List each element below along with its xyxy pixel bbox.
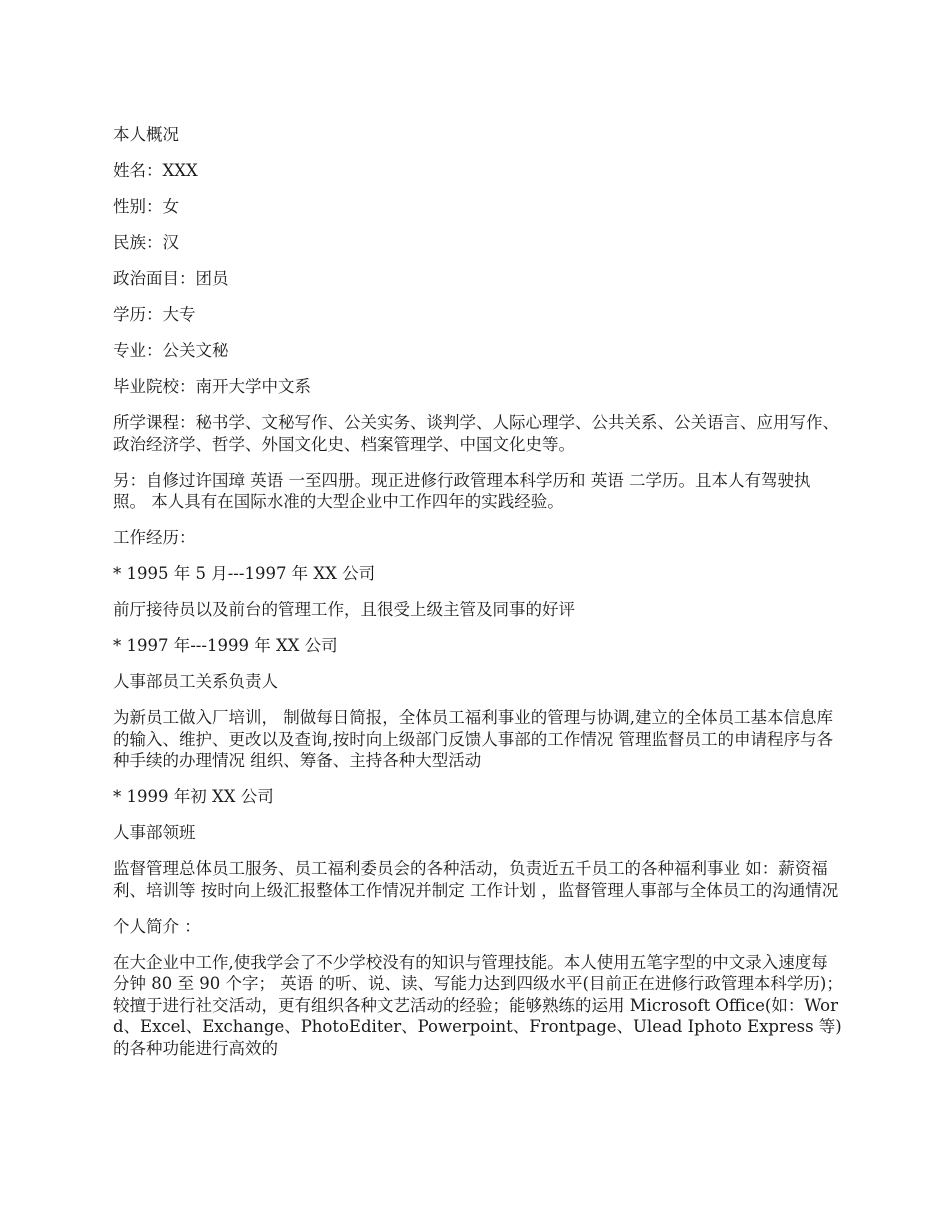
field-major: 专业：公关文秘	[113, 341, 229, 360]
field-school: 毕业院校：南开大学中文系	[113, 377, 311, 396]
field-political-status: 政治面目：团员	[113, 269, 229, 288]
field-education: 学历：大专	[113, 305, 196, 324]
section-heading-overview: 本人概况	[113, 125, 179, 144]
document-body	[113, 124, 843, 1074]
job-1-period: * 1995 年 5 月---1997 年 XX 公司	[113, 564, 376, 583]
job-3-description: 监督管理总体员工服务、员工福利委员会的各种活动，负责近五千员工的各种福利事业 如：薪资福利、培训等 按时向上级汇报整体工作情况并制定 工作计划 ，监督管理人事部与全体员工的沟通情况	[113, 859, 839, 900]
job-1-description: 前厅接待员以及前台的管理工作，且很受上级主管及同事的好评	[113, 600, 575, 619]
job-2-description: 为新员工做入厂培训， 制做每日简报，全体员工福利事业的管理与协调,建立的全体员工基本信息库的输入、维护、更改以及查询,按时向上级部门反馈人事部的工作情况 管理监督员工的申请程序与各种手续的办理情况 组织、筹备、主持各种大型活动	[113, 708, 833, 770]
field-additional: 另：自修过许国璋 英语 一至四册。现正进修行政管理本科学历和 英语 二学历。且本人有驾驶执照。 本人具有在国际水准的大型企业中工作四年的实践经验。	[113, 470, 811, 511]
section-heading-work-history: 工作经历：	[113, 528, 196, 547]
job-3-title: 人事部领班	[113, 823, 196, 842]
job-2-title: 人事部员工关系负责人	[113, 672, 278, 691]
field-ethnicity: 民族：汉	[113, 233, 179, 252]
job-3-period: * 1999 年初 XX 公司	[113, 787, 274, 806]
field-gender: 性别：女	[113, 197, 179, 216]
job-2-period: * 1997 年---1999 年 XX 公司	[113, 636, 338, 655]
profile-text: 在大企业中工作,使我学会了不少学校没有的知识与管理技能。本人使用五笔字型的中文录入速度每分钟 80 至 90 个字； 英语 的听、说、读、写能力达到四级水平(目前正在进修行政管理本科学历)；较擅于进行社交活动，更有组织各种文艺活动的经验；能够熟练的运用 Microsoft Office(如：Word、Excel、Exchange、PhotoEditer、Powerpoint、Frontpage、Ulead Iphoto Express 等)的各种功能进行高效的	[113, 952, 843, 1058]
field-courses: 所学课程：秘书学、文秘写作、公关实务、谈判学、人际心理学、公共关系、公关语言、应用写作、 政治经济学、哲学、外国文化史、档案管理学、中国文化史等。	[113, 413, 839, 454]
section-heading-profile: 个人简介 ：	[113, 916, 201, 936]
field-name: 姓名：XXX	[113, 161, 198, 180]
